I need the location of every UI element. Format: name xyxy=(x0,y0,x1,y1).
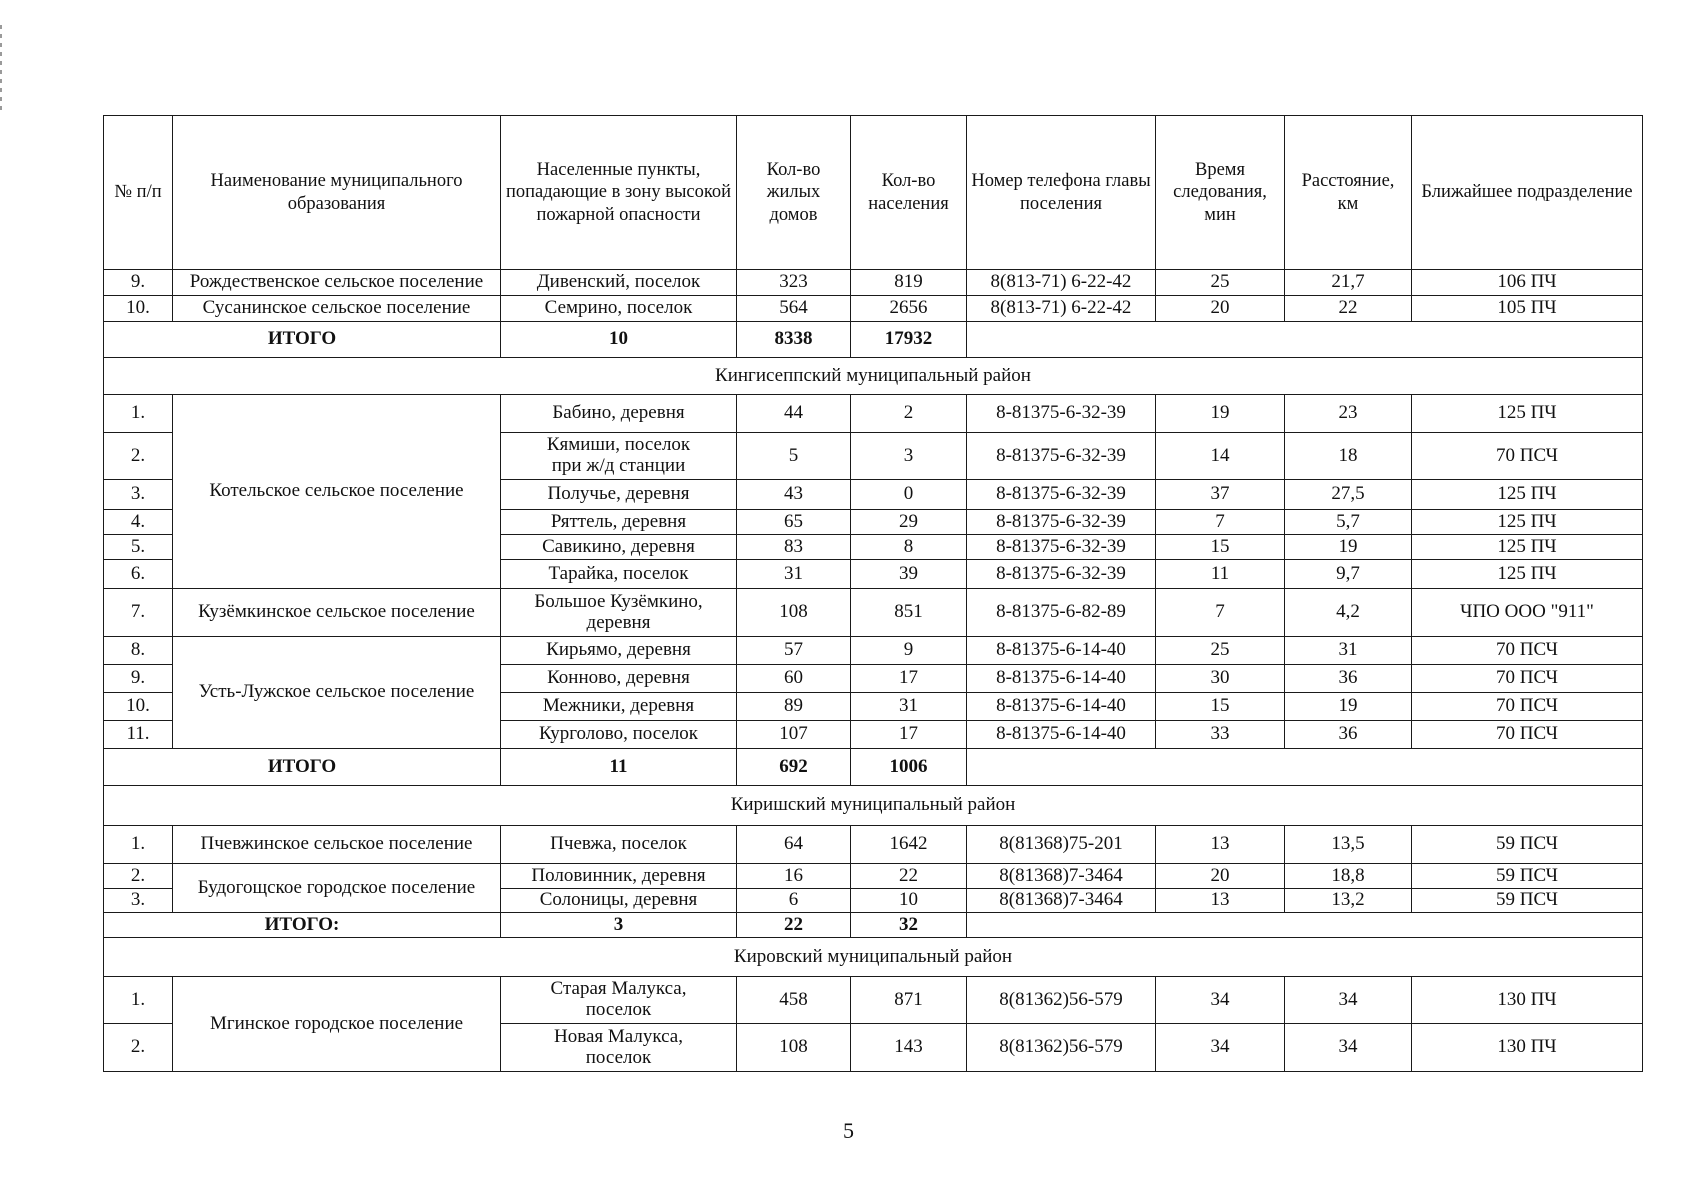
cell-houses: 31 xyxy=(737,560,851,589)
cell-time: 34 xyxy=(1156,977,1285,1024)
cell-population: 0 xyxy=(851,480,967,510)
cell-time: 13 xyxy=(1156,889,1285,913)
header-unit: Ближайшее подразделение xyxy=(1412,116,1643,270)
table-row xyxy=(104,864,1643,889)
section-row xyxy=(104,786,1643,826)
cell-houses: 108 xyxy=(737,1024,851,1072)
header-time: Время следования, мин xyxy=(1156,116,1285,270)
cell-houses: 323 xyxy=(737,270,851,296)
section-title-kirishi: Киришский муниципальный район xyxy=(104,786,1643,826)
cell-houses: 5 xyxy=(737,433,851,480)
cell-time: 34 xyxy=(1156,1024,1285,1072)
cell-settlement: Большое Кузёмкино, деревня xyxy=(501,589,737,637)
cell-population: 3 xyxy=(851,433,967,480)
cell-unit: 106 ПЧ xyxy=(1412,270,1643,296)
cell-unit: 125 ПЧ xyxy=(1412,560,1643,589)
cell-municipality: Сусанинское сельское поселение xyxy=(173,296,501,322)
cell-num: 2. xyxy=(104,1024,173,1072)
header-municipality: Наименование муниципального образования xyxy=(173,116,501,270)
total-houses: 692 xyxy=(737,749,851,786)
cell-houses: 458 xyxy=(737,977,851,1024)
cell-time: 7 xyxy=(1156,589,1285,637)
cell-unit: 125 ПЧ xyxy=(1412,480,1643,510)
cell-distance: 34 xyxy=(1285,977,1412,1024)
cell-population: 871 xyxy=(851,977,967,1024)
cell-phone: 8-81375-6-82-89 xyxy=(967,589,1156,637)
cell-settlement: Семрино, поселок xyxy=(501,296,737,322)
total-houses: 22 xyxy=(737,913,851,938)
cell-distance: 19 xyxy=(1285,535,1412,560)
total-empty-cell xyxy=(967,749,1643,786)
cell-time: 15 xyxy=(1156,693,1285,721)
cell-phone: 8-81375-6-32-39 xyxy=(967,535,1156,560)
cell-num: 2. xyxy=(104,864,173,889)
cell-houses: 108 xyxy=(737,589,851,637)
cell-phone: 8-81375-6-32-39 xyxy=(967,480,1156,510)
cell-unit: ЧПО ООО "911" xyxy=(1412,589,1643,637)
total-settlements: 10 xyxy=(501,322,737,358)
cell-phone: 8(81362)56-579 xyxy=(967,1024,1156,1072)
cell-settlement: Новая Малукса, поселок xyxy=(501,1024,737,1072)
cell-population: 31 xyxy=(851,693,967,721)
cell-houses: 57 xyxy=(737,637,851,665)
cell-distance: 19 xyxy=(1285,693,1412,721)
total-empty-cell xyxy=(967,913,1643,938)
cell-houses: 107 xyxy=(737,721,851,749)
cell-settlement: Бабино, деревня xyxy=(501,395,737,433)
cell-time: 37 xyxy=(1156,480,1285,510)
cell-settlement: Тарайка, поселок xyxy=(501,560,737,589)
section-title-kingisepp: Кингисеппский муниципальный район xyxy=(104,358,1643,395)
cell-num: 4. xyxy=(104,510,173,535)
scan-margin-mark xyxy=(0,25,2,115)
cell-phone: 8-81375-6-32-39 xyxy=(967,395,1156,433)
cell-settlement: Пчевжа, поселок xyxy=(501,826,737,864)
cell-settlement: Конново, деревня xyxy=(501,665,737,693)
cell-unit: 125 ПЧ xyxy=(1412,535,1643,560)
cell-num: 8. xyxy=(104,637,173,665)
cell-population: 8 xyxy=(851,535,967,560)
cell-distance: 36 xyxy=(1285,721,1412,749)
total-label: ИТОГО: xyxy=(104,913,501,938)
cell-phone: 8(81368)7-3464 xyxy=(967,889,1156,913)
cell-distance: 9,7 xyxy=(1285,560,1412,589)
cell-phone: 8(813-71) 6-22-42 xyxy=(967,270,1156,296)
cell-distance: 22 xyxy=(1285,296,1412,322)
cell-time: 19 xyxy=(1156,395,1285,433)
table-row xyxy=(104,395,1643,433)
cell-population: 17 xyxy=(851,665,967,693)
cell-phone: 8-81375-6-32-39 xyxy=(967,433,1156,480)
cell-population: 10 xyxy=(851,889,967,913)
cell-houses: 64 xyxy=(737,826,851,864)
cell-houses: 564 xyxy=(737,296,851,322)
table-row xyxy=(104,977,1643,1024)
cell-num: 11. xyxy=(104,721,173,749)
cell-settlement: Курголово, поселок xyxy=(501,721,737,749)
cell-unit: 70 ПСЧ xyxy=(1412,693,1643,721)
cell-unit: 125 ПЧ xyxy=(1412,395,1643,433)
header-num: № п/п xyxy=(104,116,173,270)
cell-distance: 31 xyxy=(1285,637,1412,665)
total-settlements: 3 xyxy=(501,913,737,938)
cell-municipality: Рождественское сельское поселение xyxy=(173,270,501,296)
cell-time: 13 xyxy=(1156,826,1285,864)
section-row xyxy=(104,358,1643,395)
cell-settlement: Межники, деревня xyxy=(501,693,737,721)
cell-num: 2. xyxy=(104,433,173,480)
table-row xyxy=(104,296,1643,322)
total-row xyxy=(104,913,1643,938)
cell-houses: 60 xyxy=(737,665,851,693)
cell-settlement: Кирьямо, деревня xyxy=(501,637,737,665)
cell-population: 2 xyxy=(851,395,967,433)
total-label: ИТОГО xyxy=(104,749,501,786)
cell-distance: 34 xyxy=(1285,1024,1412,1072)
cell-settlement: Кямиши, поселок при ж/д станции xyxy=(501,433,737,480)
cell-population: 851 xyxy=(851,589,967,637)
cell-municipality: Пчевжинское сельское поселение xyxy=(173,826,501,864)
total-population: 32 xyxy=(851,913,967,938)
table-header-row xyxy=(104,116,1643,270)
cell-num: 3. xyxy=(104,480,173,510)
cell-houses: 83 xyxy=(737,535,851,560)
cell-settlement: Солоницы, деревня xyxy=(501,889,737,913)
cell-population: 2656 xyxy=(851,296,967,322)
total-settlements: 11 xyxy=(501,749,737,786)
total-houses: 8338 xyxy=(737,322,851,358)
cell-num: 10. xyxy=(104,693,173,721)
cell-phone: 8-81375-6-32-39 xyxy=(967,560,1156,589)
cell-houses: 16 xyxy=(737,864,851,889)
cell-distance: 13,2 xyxy=(1285,889,1412,913)
cell-unit: 70 ПСЧ xyxy=(1412,433,1643,480)
table-row xyxy=(104,637,1643,665)
cell-time: 33 xyxy=(1156,721,1285,749)
cell-houses: 65 xyxy=(737,510,851,535)
total-label: ИТОГО xyxy=(104,322,501,358)
header-population: Кол-во населения xyxy=(851,116,967,270)
cell-distance: 18 xyxy=(1285,433,1412,480)
total-empty-cell xyxy=(967,322,1643,358)
cell-unit: 70 ПСЧ xyxy=(1412,637,1643,665)
cell-settlement: Старая Малукса, поселок xyxy=(501,977,737,1024)
cell-num: 9. xyxy=(104,270,173,296)
header-phone: Номер телефона главы поселения xyxy=(967,116,1156,270)
cell-municipality: Будогощское городское поселение xyxy=(173,864,501,913)
cell-distance: 27,5 xyxy=(1285,480,1412,510)
total-row xyxy=(104,749,1643,786)
cell-unit: 130 ПЧ xyxy=(1412,1024,1643,1072)
cell-time: 11 xyxy=(1156,560,1285,589)
cell-municipality: Мгинское городское поселение xyxy=(173,977,501,1072)
cell-phone: 8(813-71) 6-22-42 xyxy=(967,296,1156,322)
cell-population: 22 xyxy=(851,864,967,889)
table-row xyxy=(104,270,1643,296)
cell-houses: 43 xyxy=(737,480,851,510)
cell-municipality: Усть-Лужское сельское поселение xyxy=(173,637,501,749)
cell-settlement: Ряттель, деревня xyxy=(501,510,737,535)
cell-unit: 125 ПЧ xyxy=(1412,510,1643,535)
cell-phone: 8(81368)7-3464 xyxy=(967,864,1156,889)
cell-phone: 8-81375-6-32-39 xyxy=(967,510,1156,535)
cell-phone: 8(81368)75-201 xyxy=(967,826,1156,864)
header-houses: Кол-во жилых домов xyxy=(737,116,851,270)
cell-distance: 23 xyxy=(1285,395,1412,433)
cell-num: 7. xyxy=(104,589,173,637)
cell-population: 39 xyxy=(851,560,967,589)
total-population: 1006 xyxy=(851,749,967,786)
cell-settlement: Дивенский, поселок xyxy=(501,270,737,296)
page-number: 5 xyxy=(843,1118,854,1143)
cell-distance: 13,5 xyxy=(1285,826,1412,864)
cell-houses: 6 xyxy=(737,889,851,913)
cell-unit: 105 ПЧ xyxy=(1412,296,1643,322)
table-row xyxy=(104,826,1643,864)
cell-distance: 4,2 xyxy=(1285,589,1412,637)
cell-unit: 70 ПСЧ xyxy=(1412,665,1643,693)
cell-settlement: Получье, деревня xyxy=(501,480,737,510)
cell-phone: 8-81375-6-14-40 xyxy=(967,693,1156,721)
total-population: 17932 xyxy=(851,322,967,358)
cell-municipality: Кузёмкинское сельское поселение xyxy=(173,589,501,637)
fire-risk-settlements-table xyxy=(103,115,1643,1072)
cell-time: 7 xyxy=(1156,510,1285,535)
cell-population: 819 xyxy=(851,270,967,296)
cell-population: 1642 xyxy=(851,826,967,864)
cell-num: 1. xyxy=(104,977,173,1024)
cell-time: 14 xyxy=(1156,433,1285,480)
cell-houses: 44 xyxy=(737,395,851,433)
cell-unit: 59 ПСЧ xyxy=(1412,826,1643,864)
cell-time: 20 xyxy=(1156,296,1285,322)
cell-municipality: Котельское сельское поселение xyxy=(173,395,501,589)
cell-unit: 130 ПЧ xyxy=(1412,977,1643,1024)
cell-unit: 59 ПСЧ xyxy=(1412,889,1643,913)
section-row xyxy=(104,938,1643,977)
cell-settlement: Савикино, деревня xyxy=(501,535,737,560)
cell-unit: 70 ПСЧ xyxy=(1412,721,1643,749)
cell-time: 20 xyxy=(1156,864,1285,889)
header-distance: Расстояние, км xyxy=(1285,116,1412,270)
cell-num: 10. xyxy=(104,296,173,322)
cell-phone: 8-81375-6-14-40 xyxy=(967,637,1156,665)
total-row xyxy=(104,322,1643,358)
header-settlements: Населенные пункты, попадающие в зону высокой пожарной опасности xyxy=(501,116,737,270)
cell-num: 3. xyxy=(104,889,173,913)
cell-time: 30 xyxy=(1156,665,1285,693)
cell-num: 1. xyxy=(104,826,173,864)
cell-num: 1. xyxy=(104,395,173,433)
cell-unit: 59 ПСЧ xyxy=(1412,864,1643,889)
cell-houses: 89 xyxy=(737,693,851,721)
cell-phone: 8(81362)56-579 xyxy=(967,977,1156,1024)
cell-time: 25 xyxy=(1156,637,1285,665)
cell-time: 15 xyxy=(1156,535,1285,560)
cell-num: 5. xyxy=(104,535,173,560)
cell-distance: 36 xyxy=(1285,665,1412,693)
cell-population: 143 xyxy=(851,1024,967,1072)
cell-population: 29 xyxy=(851,510,967,535)
section-title-kirovsk: Кировский муниципальный район xyxy=(104,938,1643,977)
cell-time: 25 xyxy=(1156,270,1285,296)
cell-distance: 21,7 xyxy=(1285,270,1412,296)
cell-distance: 18,8 xyxy=(1285,864,1412,889)
cell-phone: 8-81375-6-14-40 xyxy=(967,665,1156,693)
cell-num: 6. xyxy=(104,560,173,589)
cell-num: 9. xyxy=(104,665,173,693)
cell-population: 17 xyxy=(851,721,967,749)
cell-population: 9 xyxy=(851,637,967,665)
cell-phone: 8-81375-6-14-40 xyxy=(967,721,1156,749)
cell-distance: 5,7 xyxy=(1285,510,1412,535)
cell-settlement: Половинник, деревня xyxy=(501,864,737,889)
table-row xyxy=(104,589,1643,637)
